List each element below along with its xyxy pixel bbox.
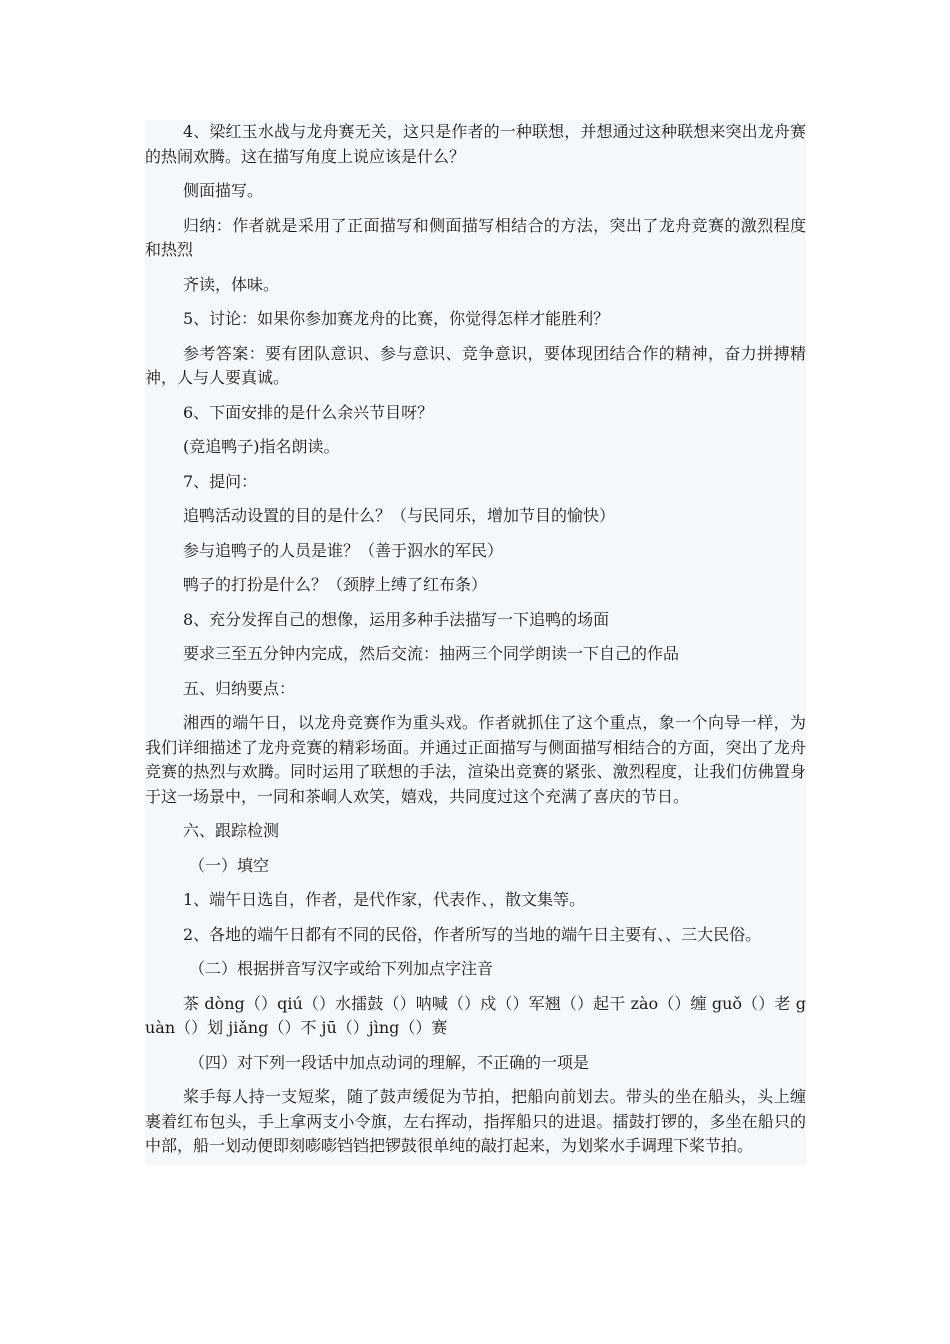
document-body: [145, 120, 806, 1165]
question-8: 8、充分发挥自己的想像，运用多种手法描写一下追鸭的场面: [183, 609, 610, 629]
verb-question-heading: （四）对下列一段话中加点动词的理解，不正确的一项是: [189, 1052, 590, 1072]
duck-chase-reading: (竞追鸭子)指名朗读。: [183, 437, 340, 456]
question-5: 5、讨论：如果你参加赛龙舟的比赛，你觉得怎样才能胜利？: [183, 309, 610, 328]
pinyin-heading: （二）根据拼音写汉字或给下列加点字注音: [189, 959, 494, 978]
answer-side-description: 侧面描写。: [183, 181, 264, 200]
section-6-heading: 六、跟踪检测: [183, 821, 280, 840]
question-6: 6、下面安排的是什么余兴节目呀？: [183, 402, 434, 422]
fill-blank-1: 1、端午日选自，作者，是代作家，代表作、，散文集等。: [183, 890, 586, 909]
section-5-heading: 五、归纳要点：: [183, 678, 296, 698]
read-together: 齐读，体味。: [183, 274, 280, 294]
question-4: 4、梁红玉水战与龙舟赛无关，这只是作者的一种联想，并想通过这种联想来突出龙舟赛的热闹欢腾。这在描写角度上说应该是什么？: [145, 122, 806, 166]
question-7: 7、提问：: [183, 471, 258, 491]
verb-question-passage: 桨手每人持一支短桨，随了鼓声缓促为节拍，把船向前划去。带头的坐在船头，头上缠裹着红布包头，手上拿两支小令旗，左右挥动，指挥船只的进退。擂鼓打锣的，多坐在船只的中部，船一划动便即刻嘭嘭铛铛把锣鼓很单纯的敲打起来，为划桨水手调理下桨节拍。: [145, 1087, 806, 1155]
summary-paragraph: 归纳：作者就是采用了正面描写和侧面描写相结合的方法，突出了龙舟竞赛的激烈程度和热烈: [145, 215, 806, 259]
question-7-item-3: 鸭子的打扮是什么？（颈脖上缚了红布条）: [183, 575, 488, 594]
reference-answer: 参考答案：要有团队意识、参与意识、竞争意识，要体现团结合作的精神，奋力拼搏精神，人与人要真诚。: [145, 343, 806, 387]
pinyin-items: 茶 dòng（）qiú（）水擂鼓（）呐喊（）戍（）军翘（）起干 zào（）缠 guǒ（）老 guàn（）划 jiǎng（）不 jū（）jìng（）赛: [145, 993, 806, 1037]
question-8-requirement: 要求三至五分钟内完成，然后交流：抽两三个同学朗读一下自己的作品: [183, 644, 680, 663]
fill-blank-2: 2、各地的端午日都有不同的民俗，作者所写的当地的端午日主要有、、三大民俗。: [183, 924, 762, 944]
section-5-summary: 湘西的端午日，以龙舟竞赛作为重头戏。作者就抓住了这个重点，象一个向导一样，为我们详细描述了龙舟竞赛的精彩场面。并通过正面描写与侧面描写相结合的方面，突出了龙舟竞赛的热烈与欢腾。同时运用了联想的手法，渲染出竞赛的紧张、激烈程度，让我们仿佛置身于这一场景中，一同和茶峒人欢笑，嬉戏，共同度过这个充满了喜庆的节日。: [145, 713, 806, 806]
fill-blank-heading: （一）填空: [189, 855, 270, 875]
question-7-item-2: 参与追鸭子的人员是谁？（善于泅水的军民）: [183, 540, 504, 560]
question-7-item-1: 追鸭活动设置的目的是什么？（与民同乐，增加节目的愉快）: [183, 506, 616, 525]
